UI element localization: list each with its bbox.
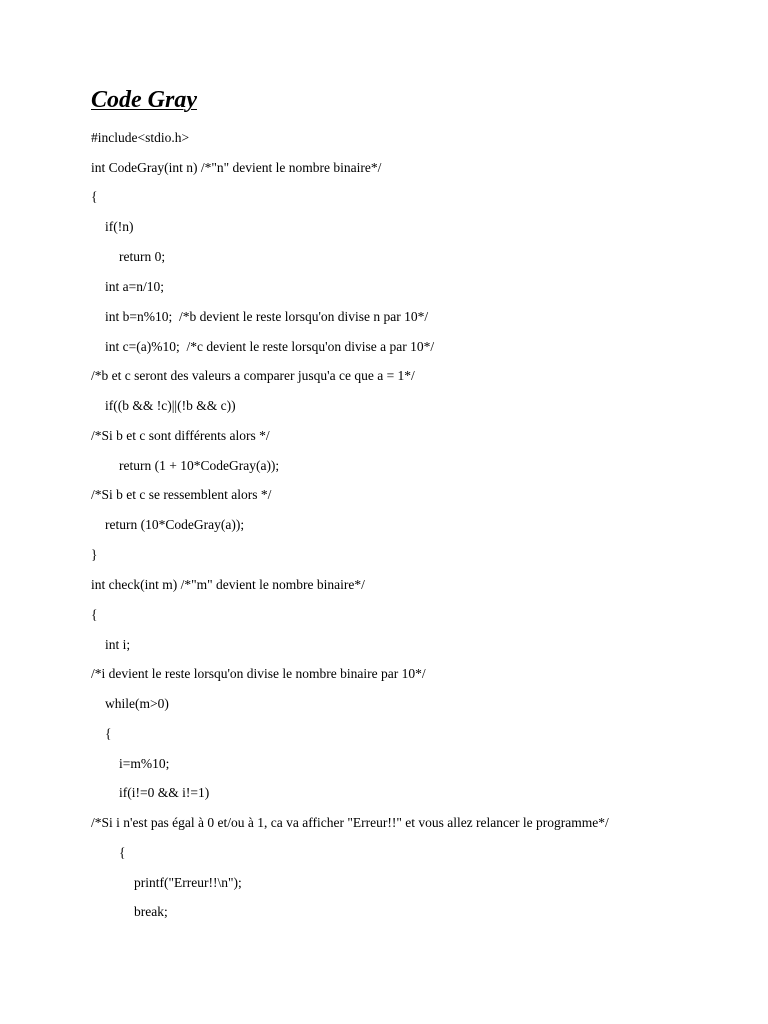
code-line: int i; — [105, 637, 131, 652]
code-line: printf("Erreur!!\n"); — [134, 875, 242, 890]
code-line: #include<stdio.h> — [91, 130, 190, 145]
code-line: { — [105, 726, 112, 741]
code-line: int check(int m) /*"m" devient le nombre binaire*/ — [91, 577, 365, 592]
code-line: if(!n) — [105, 219, 134, 234]
code-line: int b=n%10; /*b devient le reste lorsqu'on divise n par 10*/ — [105, 309, 429, 324]
code-line: if((b && !c)||(!b && c)) — [105, 398, 236, 413]
code-line: while(m>0) — [105, 696, 169, 711]
code-line: /*Si b et c sont différents alors */ — [91, 428, 270, 443]
code-line: /*Si b et c se ressemblent alors */ — [91, 487, 272, 502]
code-line: return 0; — [119, 249, 166, 264]
code-line: { — [91, 189, 98, 204]
code-line: break; — [134, 904, 168, 919]
code-line: return (1 + 10*CodeGray(a)); — [119, 458, 280, 473]
code-line: { — [91, 607, 98, 622]
code-line: return (10*CodeGray(a)); — [105, 517, 245, 532]
code-line: i=m%10; — [119, 756, 170, 771]
code-line: { — [119, 845, 126, 860]
code-line: if(i!=0 && i!=1) — [119, 785, 210, 800]
code-line: int c=(a)%10; /*c devient le reste lorsqu'on divise a par 10*/ — [105, 339, 435, 354]
code-line: int CodeGray(int n) /*"n" devient le nombre binaire*/ — [91, 160, 382, 175]
code-line: /*b et c seront des valeurs a comparer jusqu'a ce que a = 1*/ — [91, 368, 415, 383]
page-title: Code Gray — [91, 87, 197, 113]
code-line: /*i devient le reste lorsqu'on divise le nombre binaire par 10*/ — [91, 666, 426, 681]
code-line: /*Si i n'est pas égal à 0 et/ou à 1, ca va afficher "Erreur!!" et vous allez relancer le programme*/ — [91, 815, 609, 830]
code-line: int a=n/10; — [105, 279, 164, 294]
code-line: } — [91, 547, 98, 562]
